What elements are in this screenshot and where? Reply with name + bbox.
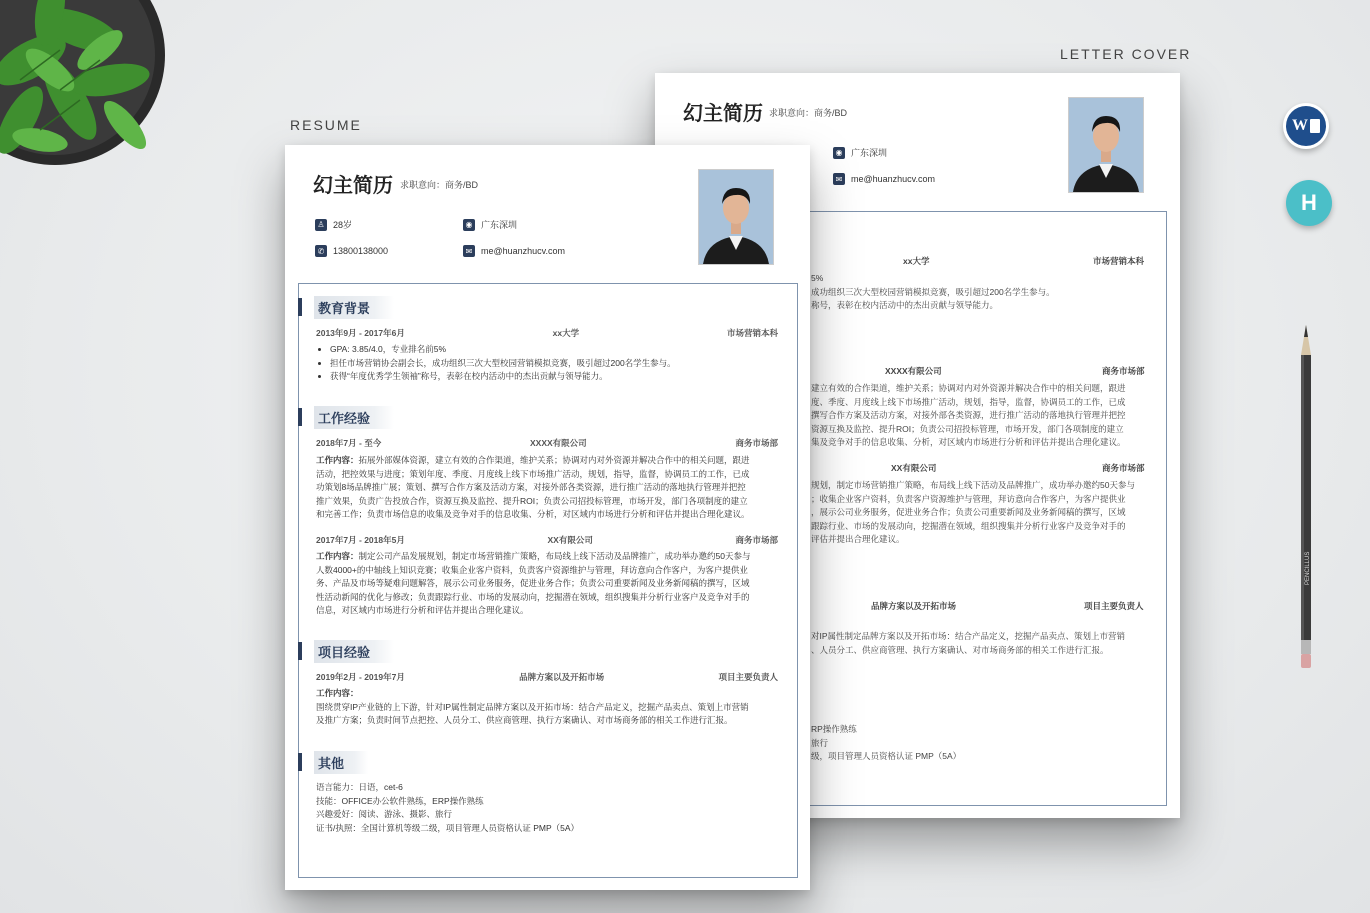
location-icon: ◉ (463, 219, 475, 231)
word-icon-letter: W (1292, 117, 1308, 134)
section-other (298, 752, 368, 772)
project-line: 及推广方案；负责时间节点把控、人员分工、供应商管理、执行方案确认、对市场商务部的相关工作进行汇报。 (316, 715, 733, 725)
back-work2-dept: 商务市场部 (1102, 463, 1145, 473)
back-email-text: me@huanzhucv.com (851, 174, 936, 184)
person-icon: ♙ (315, 219, 327, 231)
plant-decoration (0, 0, 170, 190)
work-line: 人数4000+的中轴线上知识竞赛；收集企业客户资料，负责客户资源维护与管理，拜访意向合作客户，为客户提供业 (316, 564, 748, 575)
back-work-line: 评估并提出合理化建议。 (811, 534, 905, 544)
back-work2-lines (811, 479, 1135, 547)
back-work-line: 集及竞争对手的信息收集、分析，对区域内市场进行分析和评估并提出合理化建议。 (811, 437, 1126, 447)
work-label: 工作内容： (316, 551, 359, 561)
edu-bullet: • GPA: 3.85/4.0，专业排名前5% (330, 343, 790, 357)
back-intent: 求职意向：商务/BD (769, 108, 848, 118)
work-line: 制定公司产品发展规划，制定市场营销推广策略，布局线上线下活动及品牌推广，成功举办邀约50天参与 (358, 551, 751, 561)
work-row (316, 534, 778, 546)
back-work-line: 建立有效的合作渠道，维护关系；协调对内对外资源并解决合作中的相关问题，跟进 (811, 383, 1126, 393)
section-title: 工作经验 (314, 406, 394, 429)
location-icon: ◉ (833, 147, 845, 159)
app-icon[interactable] (1286, 180, 1332, 226)
resume-label: RESUME (290, 117, 362, 133)
work-company: XX有限公司 (547, 535, 593, 545)
edu-bullet: • 担任市场营销协会副会长，成功组织三次大型校园营销模拟竞赛，吸引超过200名学生参与。 (330, 357, 790, 371)
back-name: 幻主简历 (683, 103, 763, 125)
edu-bullet: • 获得“年度优秀学生领袖”称号，表彰在校内活动中的杰出贡献与领导能力。 (330, 370, 790, 384)
back-work-line: 跟踪行业、市场的发展动向，挖掘潜在领域，组织搜集并分析行业客户及竞争对手的 (811, 520, 1126, 531)
work-company: XXXX有限公司 (530, 438, 587, 448)
education-bullets (316, 343, 790, 384)
back-proj-lines (811, 630, 1125, 657)
work-description (316, 550, 778, 618)
age-text: 28岁 (333, 220, 353, 230)
document-glyph (1310, 119, 1320, 133)
resume-page (285, 145, 810, 890)
back-proj-role: 项目主要负责人 (1084, 601, 1144, 611)
phone-text: 13800138000 (333, 246, 389, 256)
section-education (298, 297, 394, 317)
email-info (463, 245, 565, 257)
back-work2-company: XX有限公司 (891, 463, 937, 473)
back-location (833, 146, 887, 159)
phone-info (315, 245, 388, 257)
back-photo (1068, 97, 1144, 193)
work-date: 2018年7月 - 至今 (316, 438, 382, 448)
work-row (316, 437, 778, 449)
section-bar (298, 298, 302, 316)
location-info (463, 218, 517, 231)
edu-school: xx大学 (552, 328, 580, 338)
portrait-image (699, 170, 773, 264)
edu-date: 2013年9月 - 2017年6月 (316, 328, 405, 338)
section-title: 教育背景 (314, 296, 394, 319)
back-edu-line: 成功组织三次大型校园营销模拟竞赛，吸引超过200名学生参与。 (811, 286, 1055, 297)
work-line: 信息，对区域内市场进行分析和评估并提出合理化建议。 (316, 605, 529, 615)
back-work-line: ；收集企业客户资料，负责客户资源维护与管理，拜访意向合作客户，为客户提供业 (811, 493, 1126, 504)
back-edu-line: 称号，表彰在校内活动中的杰出贡献与领导能力。 (811, 300, 999, 310)
age-info (315, 218, 352, 231)
back-other-line: RP操作熟练 (811, 724, 857, 734)
back-proj-line: 对IP属性制定品牌方案以及开拓市场：结合产品定义，挖掘产品卖点、策划上市营销 (811, 631, 1126, 641)
back-other-line: 旅行 (811, 737, 829, 748)
section-bar (298, 753, 302, 771)
resume-photo (698, 169, 774, 265)
work-line: 性活动新闻的优化与修改；负责跟踪行业、市场的发展动向，挖掘潜在领域，组织搜集并分析行业客户及竞争对手的 (316, 591, 750, 602)
project-row (316, 671, 778, 683)
work-date: 2017年7月 - 2018年5月 (316, 535, 405, 545)
section-project (298, 641, 394, 661)
work-line: 务、产品及市场等疑难问题解答，展示公司业务服务，促进业务合作；负责公司重要新闻及业务新闻稿的撰写，区域 (316, 578, 750, 588)
work-line: 功策划8场品牌推广展；策划、撰写合作方案及活动方案，对接外部各类资源，进行推广活动的落地执行管理并把控 (316, 482, 746, 492)
resume-name: 幻主简历 (313, 175, 393, 197)
work-dept: 商务市场部 (735, 438, 778, 448)
edu-major: 市场营销本科 (726, 328, 778, 338)
email-icon: ✉ (463, 245, 475, 257)
project-line: 围绕贯穿IP产业链的上下游，针对IP属性制定品牌方案以及开拓市场：结合产品定义，挖掘产品卖点、策划上市营销 (316, 701, 749, 712)
back-edu-major: 市场营销本科 (1093, 256, 1145, 266)
pencil-brand-text: PENCILLUS (1305, 551, 1311, 585)
back-work-line: 规划，制定市场营销推广策略，布局线上线下活动及品牌推广，成功举办邀约50天参与 (811, 480, 1135, 490)
back-edu-line: 5% (811, 273, 824, 283)
resume-intent: 求职意向：商务/BD (400, 180, 479, 190)
project-description (316, 687, 778, 728)
back-work1-lines (811, 382, 1126, 450)
back-other-line: 级，项目管理人员资格认证 PMP（5A） (811, 751, 962, 761)
work-line: 和完善工作；负责市场信息的收集及竞争对手的信息收集、分析，对区域内市场进行分析和评估并提出合理化建议。 (316, 509, 750, 519)
section-work (298, 407, 394, 427)
other-item: 证书/执照：全国计算机等级二级，项目管理人员资格认证 PMP（5A） (316, 822, 580, 833)
work-dept: 商务市场部 (735, 535, 778, 545)
email-icon: ✉ (833, 173, 845, 185)
work-line: 活动，把控效果与进度；策划年度、季度、月度线上线下市场推广活动，规划，指导，监督，协调员工的工作，已成 (316, 468, 750, 479)
section-title: 其他 (314, 751, 368, 774)
project-label: 工作内容： (316, 688, 359, 698)
other-item: 语言能力：日语，cet-6 (316, 782, 403, 792)
back-work-line: ，展示公司业务服务，促进业务合作；负责公司重要新闻及业务新闻稿的撰写，区域 (811, 507, 1126, 517)
back-proj-line: 、人员分工、供应商管理、执行方案确认、对市场商务部的相关工作进行汇报。 (811, 644, 1109, 655)
project-date: 2019年2月 - 2019年7月 (316, 672, 405, 682)
email-text: me@huanzhucv.com (481, 246, 566, 256)
education-row (316, 327, 778, 339)
work-description (316, 454, 778, 522)
back-email (833, 173, 935, 185)
back-work-line: 度、季度、月度线上线下市场推广活动，规划，指导，监督，协调员工的工作，已成 (811, 396, 1126, 407)
section-bar (298, 642, 302, 660)
back-work-line: 撰写合作方案及活动方案，对接外部各类资源，进行推广活动的落地执行管理并把控 (811, 410, 1126, 420)
back-work1-company: XXXX有限公司 (885, 366, 942, 376)
portrait-image (1069, 98, 1143, 192)
back-proj-name: 品牌方案以及开拓市场 (871, 601, 957, 611)
back-work-line: 资源互换及监控、提升ROI；负责公司招投标管理，市场开发，部门各项制度的建立 (811, 423, 1124, 434)
location-text: 广东深圳 (481, 220, 518, 230)
letter-cover-label: LETTER COVER (1060, 46, 1192, 62)
other-item: 技能：OFFICE办公软件熟练，ERP操作熟练 (316, 795, 484, 806)
project-name: 品牌方案以及开拓市场 (519, 672, 605, 682)
back-edu-lines (811, 272, 1055, 313)
app-icon-letter: H (1301, 190, 1317, 215)
work-line: 拓展外部媒体资源，建立有效的合作渠道，维护关系；协调对内对外资源并解决合作中的相关问题，跟进 (358, 455, 750, 465)
back-edu-school: xx大学 (903, 256, 930, 266)
back-other-lines (811, 723, 961, 764)
other-item: 兴趣爱好：阅读、游泳、摄影、旅行 (316, 809, 453, 819)
section-bar (298, 408, 302, 426)
project-role: 项目主要负责人 (718, 672, 778, 682)
word-icon[interactable] (1283, 103, 1329, 149)
work-line: 推广效果，负责广告投放合作，资源互换及监控、提升ROI；负责公司招投标管理，市场开发，部门各项制度的建立 (316, 495, 748, 506)
pencil-decoration (1297, 325, 1315, 670)
back-work1-dept: 商务市场部 (1102, 366, 1145, 376)
work-label: 工作内容： (316, 455, 359, 465)
other-list (316, 781, 778, 835)
section-title: 项目经验 (314, 640, 394, 663)
back-location-text: 广东深圳 (851, 148, 888, 158)
phone-icon: ✆ (315, 245, 327, 257)
